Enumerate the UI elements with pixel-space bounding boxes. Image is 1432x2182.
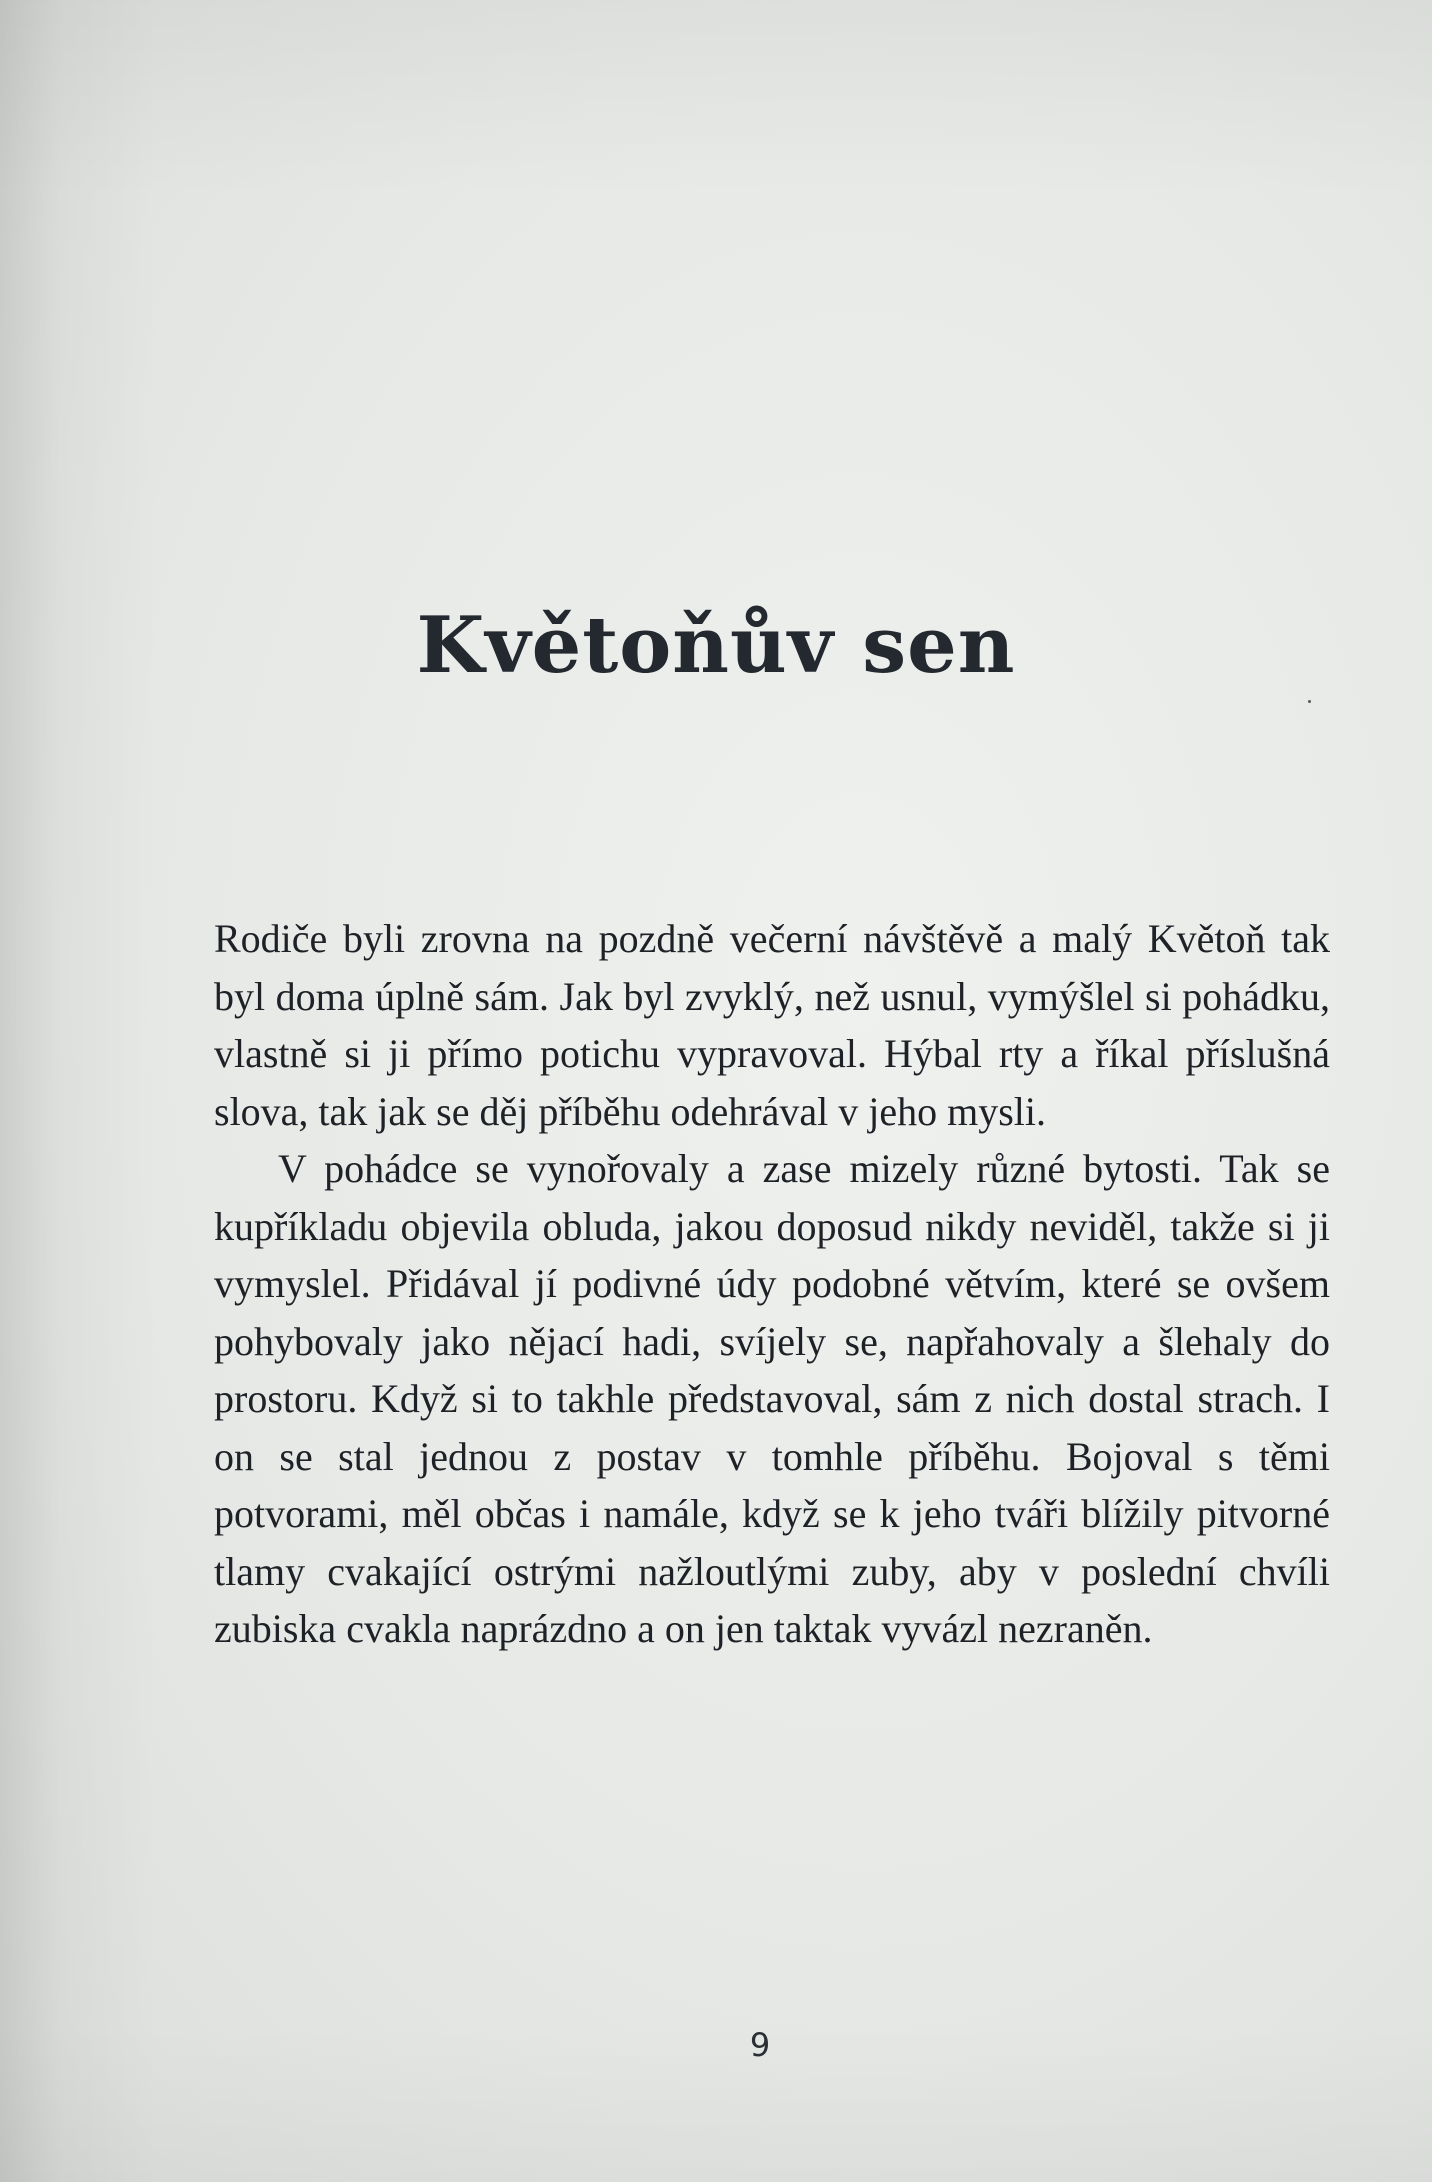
chapter-title: Květoňův sen xyxy=(416,600,1016,691)
chapter-body xyxy=(214,910,1330,1658)
page-number: 9 xyxy=(749,2026,771,2064)
paragraph-2: V pohádce se vynořovaly a zase mizely různé bytosti. Tak se kupříkladu objevila obluda, jakou doposud nikdy neviděl, takže si ji vymyslel. Přidával jí podivné údy podobné větvím, které se ovšem pohybovaly jako nějací hadi, svíjely se, napřahovaly a šlehaly do prostoru. Když si to takhle představoval, sám z nich dostal strach. I on se stal jednou z postav v tomhle příběhu. Bojoval s těmi potvorami, měl občas i namále, když se k jeho tváři blížily pitvorné tlamy cvakající ostrými nažloutlými zuby, aby v poslední chvíli zubiska cvakla naprázdno a on jen taktak vyvázl nezraněn. xyxy=(214,1146,1330,1651)
paper-speck xyxy=(1308,700,1311,703)
paragraph-1: Rodiče byli zrovna na pozdně večerní návštěvě a malý Květoň tak byl doma úplně sám. Jak byl zvyklý, než usnul, vymýšlel si pohádku, vlastně si ji přímo potichu vypravoval. Hýbal rty a říkal příslušná slova, tak jak se děj příběhu odehrával v jeho mysli. xyxy=(214,916,1330,1134)
